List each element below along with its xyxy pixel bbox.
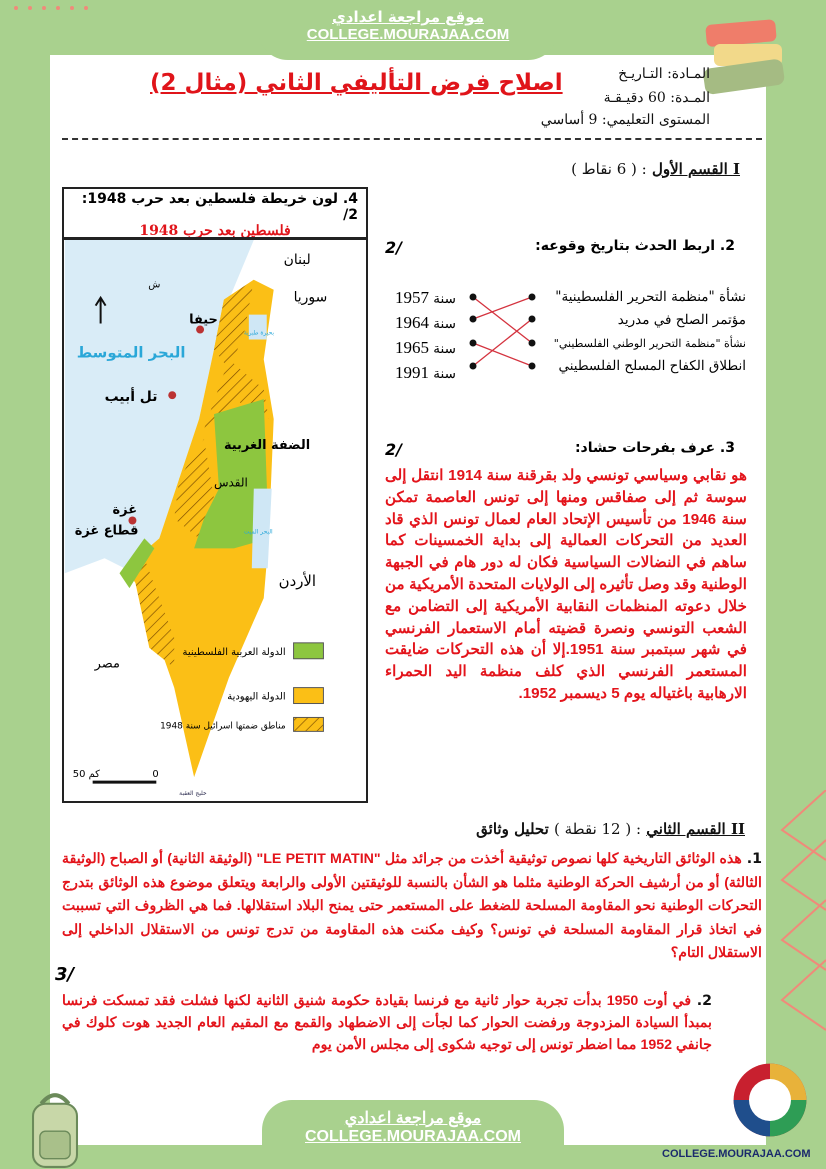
top-banner [258,0,558,60]
event-item[interactable]: نشأة "منظمة التحرير الفلسطينية" [555,289,746,305]
event-item[interactable]: انطلاق الكفاح المسلح الفلسطيني [558,358,746,374]
subject-line: المـادة: التـاريـخ [618,66,710,82]
label-tiberias: بحيرة طبرية [243,329,275,337]
doc-paragraph-1 [62,848,762,966]
section2-label: II القسم الثاني [646,820,745,838]
p1-text: هذه الوثائق التاريخية كلها نصوص توثيقية أخذت من جرائد مثل "LE PETIT MATIN" (الوثيقة الثانية) أو الصباح (الوثيقة الثالثة) أو من أرشيف الحركة الوطنية مثلما هو الشأن بالنسبة للوثيقتين الأولى والرابعة ويتعلق موضوع هذه الوثائق بتدرج التحركات الوطنية نحو المقاومة المسلحة للضغط على المستعمر حتى يمنح البلاد استقلالها. فما هي الظروف التي تسببت في اتخاذ قرار المقاومة المسلحة في تونس؟ وكيف مكنت هذه المقاومة من تدرج تونس من الاستقلال الداخلي إلى الاستقلال التام؟ [62,851,762,961]
page-title: اصلاح فرض التأليفي الثاني (مثال 2) [150,70,563,96]
corner-logo-text[interactable]: COLLEGE.MOURAJAA.COM [662,1148,811,1160]
label-west-bank: الضفة الغربية [223,437,311,453]
section1-label: I القسم الأول [651,160,740,178]
label-syria: سوريا [293,289,328,306]
q3-heading: 3. عرف بفرحات حشاد: [574,440,735,456]
duration-line: المـدة: 60 دقيـقـة [603,90,710,106]
q4-heading: 4. لون خريطة فلسطين بعد حرب 1948: [81,191,358,207]
legend-swatch-jewish [294,688,324,704]
scale-zero: 0 [152,769,159,781]
event-item[interactable]: نشأة "منظمة التحرير الوطني الفلسطيني" [553,337,746,350]
q3-score: 2/ [385,440,402,459]
year-list [395,286,475,386]
label-gaza-strip: قطاع غزة [74,523,139,539]
legend-swatch-annexed [294,717,324,731]
north-label: ش [148,279,161,291]
site-name-ar[interactable]: موقع مراجعة اعدادي [332,8,484,26]
section2-subtitle: تحليل وثائق [476,820,549,838]
scale-label: 50 كم [72,769,100,781]
p1-score: 3/ [55,964,75,985]
label-lebanon: لبنان [283,251,311,268]
q4-score: 2/ [343,207,358,223]
event-list [536,286,746,378]
label-jerusalem: القدس [214,475,248,490]
label-aqaba: خليج العقبة [179,790,207,798]
decorative-dots [10,6,100,34]
year-item[interactable]: 1965 سنة [395,338,456,357]
legend-swatch-arab [294,643,324,659]
legend-jewish-state: الدولة اليهودية [227,691,286,703]
doc-paragraph-2 [62,990,712,1056]
label-dead-sea: البحر الميت [243,528,273,536]
label-jordan: الأردن [278,572,317,591]
legend-annexed: مناطق ضمتها اسرائيل سنة 1948 [160,721,286,732]
chevron-decoration [772,790,826,1050]
level-line: المستوى التعليمي: 9 أساسي [540,112,710,128]
event-item[interactable]: مؤتمر الصلح في مدريد [617,312,746,328]
books-icon [702,18,790,98]
label-gaza: غزة [112,502,138,518]
year-item[interactable]: 1964 سنة [395,313,456,332]
site-url[interactable]: COLLEGE.MOURAJAA.COM [306,26,510,43]
site-url-bottom[interactable]: COLLEGE.MOURAJAA.COM [305,1128,521,1145]
label-haifa: حيفا [189,312,218,328]
label-egypt: مصر [94,656,120,672]
site-name-ar-bottom[interactable]: موقع مراجعة اعدادي [344,1110,482,1127]
p2-number: 2. [696,993,713,1009]
divider [62,138,762,140]
year-item[interactable]: 1991 سنة [395,363,456,382]
q2-heading: 2. اربط الحدث بتاريخ وقوعه: [535,238,735,254]
legend-arab-state: الدولة العربية الفلسطينية [182,646,286,658]
map-title: فلسطين بعد حرب 1948 [139,223,291,239]
q2-score: 2/ [385,238,402,257]
label-sea: البحر المتوسط [76,343,186,362]
backpack-icon [15,1090,95,1169]
p2-text: في أوت 1950 بدأت تجربة حوار ثانية مع فرنسا بقيادة حكومة شنيق الثانية لكنها فشلت فقد تمسكت فرنسا بمبدأ السيادة المزدوجة ورفضت الحوار كما لجأت إلى الاضطهاد والقمع مع المقيم العام الجديد هوت كلوك في جانفي 1952 مما اضطر تونس إلى توجيه شكوى إلى مجلس الأمن يوم [62,993,712,1053]
q3-answer: هو نقابي وسياسي تونسي ولد بقرقنة سنة 1914 انتقل إلى سوسة ثم إلى صفاقس ومنها إلى تونس العاصمة تمكن سنة 1946 من تأسيس الإتحاد العام لعمال تونس الذي قاد العديد من التحركات العمالية إلى بداية الخمسينات كما ساهم في النضالات السياسية فكان له دور هام في الجبهة الوطنية وقد وصل تأثيره إلى الولايات المتحدة الأمريكية من خلال دعوته المنظمات النقابية الأمريكية إلى التضامن مع الشعب التونسي ونصرة قضيته أمام الاستعمار الفرنسي في شهر سبتمبر سنة 1951.إلا أن هذه التحركات ضايقت المستعمر الفرنسي الذي كلف منظمة اليد الحمراء الارهابية باغتياله يوم 5 ديسمبر 1952. [385,467,748,702]
section2-points: : ( 12 نقطة ) [554,820,642,838]
education-wheel-icon [718,1058,822,1142]
map-question [62,187,368,803]
bottom-banner [262,1100,564,1169]
p1-number: 1. [746,851,763,867]
year-item[interactable]: 1957 سنة [395,288,456,307]
palestine-map [64,237,366,801]
label-tel-aviv: تل أبيب [104,389,158,406]
section1-points: : ( 6 نقاط ) [571,160,647,178]
